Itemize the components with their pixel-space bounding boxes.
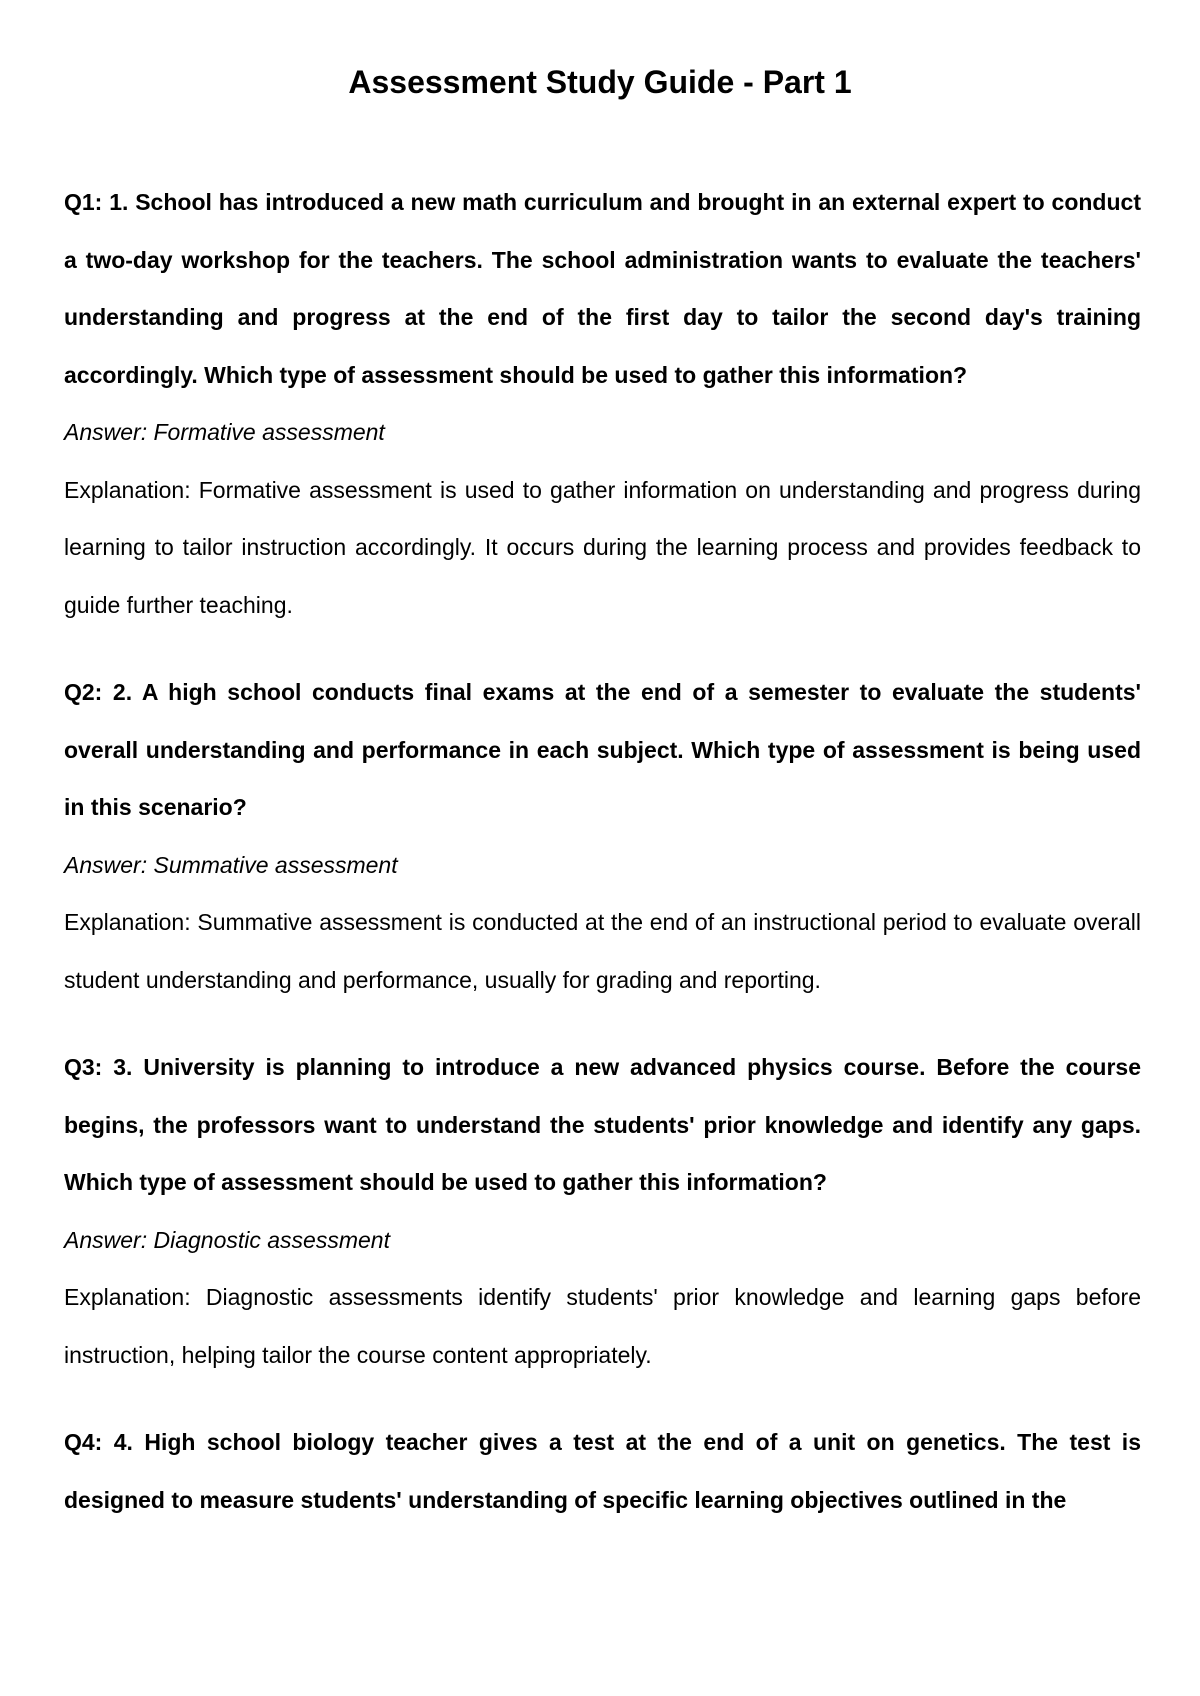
page-title: Assessment Study Guide - Part 1 [348, 64, 852, 100]
qa-item-3 [64, 1039, 1141, 1384]
answer-text: Answer: Summative assessment [64, 851, 398, 878]
explanation-text: Explanation: Formative assessment is used to gather information on understanding and progress during learning to tailor instruction accordingly. It occurs during the learning process and provides feedback to guide further teaching. [64, 476, 1141, 618]
answer-text: Answer: Diagnostic assessment [64, 1226, 390, 1253]
question-text: Q1: 1. School has introduced a new math curriculum and brought in an external expert to conduct a two-day workshop for the teachers. The school administration wants to evaluate the teachers' understanding and progress at the end of the first day to tailor the second day's training accordingly. Which type of assessment should be used to gather this information? [64, 189, 1141, 388]
qa-list [64, 174, 1141, 1559]
explanation-text: Explanation: Diagnostic assessments identify students' prior knowledge and learning gaps before instruction, helping tailor the course content appropriately. [64, 1284, 1141, 1368]
qa-item-1 [64, 174, 1141, 634]
qa-item-4 [64, 1414, 1141, 1529]
question-text: Q4: 4. High school biology teacher gives a test at the end of a unit on genetics. The test is designed to measure students' understanding of specific learning objectives outlined in the [64, 1429, 1141, 1513]
qa-item-2 [64, 664, 1141, 1009]
question-text: Q3: 3. University is planning to introduce a new advanced physics course. Before the course begins, the professors want to understand the students' prior knowledge and identify any gaps. Which type of assessment should be used to gather this information? [64, 1054, 1141, 1195]
explanation-text: Explanation: Summative assessment is conducted at the end of an instructional period to evaluate overall student understanding and performance, usually for grading and reporting. [64, 909, 1141, 993]
answer-text: Answer: Formative assessment [64, 419, 385, 445]
question-text: Q2: 2. A high school conducts final exams at the end of a semester to evaluate the students' overall understanding and performance in each subject. Which type of assessment is being used in this scenario? [64, 679, 1141, 820]
